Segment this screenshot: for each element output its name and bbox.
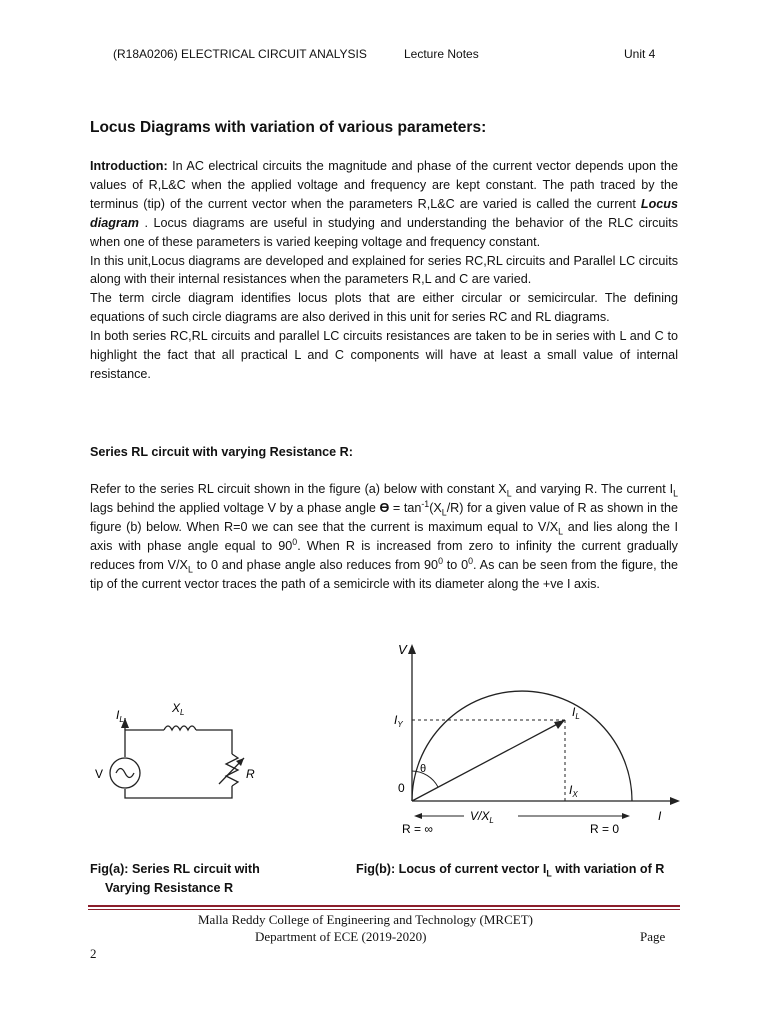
intro-paragraph-3: The term circle diagram identifies locus plots that are either circular or semicircular. The defining equations of such circle diagrams are also derived in this unit for series RC and RL diagrams. [90, 291, 678, 325]
superscript: 0 [438, 555, 443, 566]
rl-text: (X [429, 500, 442, 515]
dim-arrowhead [414, 813, 422, 819]
rl-text: . When R is increased from zero to infinity the current gradually reduces from V/X [90, 538, 678, 572]
header-notes: Lecture Notes [404, 47, 479, 61]
i-axis-arrowhead [670, 797, 680, 805]
label-ix: $I_X$ [569, 783, 578, 799]
wire [196, 730, 232, 754]
label-iy: $I_Y$ [394, 713, 403, 729]
label-vxl: $V/X_L$ [470, 809, 494, 825]
wire [125, 786, 232, 798]
rl-text: = tan [389, 500, 422, 515]
label-theta: θ [420, 763, 427, 775]
rl-text: and lies along the I axis with phase angle equal to 90 [90, 519, 678, 553]
rl-text: to 0 [442, 557, 469, 572]
subscript: L [673, 488, 678, 499]
label-origin: 0 [398, 781, 405, 795]
current-vector [412, 720, 565, 801]
figure-b-locus [370, 636, 685, 846]
header-unit: Unit 4 [624, 47, 656, 61]
label-v: V [95, 767, 104, 781]
rl-text: . As can be seen from the figure, the tip of the current vector traces the path of a semicircle with its diameter along the +ve I axis. [90, 557, 678, 591]
footer-college: Malla Reddy College of Engineering and Technology (MRCET) [198, 912, 533, 927]
intro-text-2: . Locus diagrams are useful in studying and understanding the behavior of the RLC circuits when one of these parameters is varied keeping voltage and frequency constant. [90, 215, 678, 249]
figure-a-circuit [92, 690, 272, 840]
superscript: 0 [468, 555, 474, 566]
label-r-infinity: R = ∞ [402, 822, 433, 836]
label-v-axis: V [398, 642, 407, 657]
rl-text: /R) for a given value of R as shown in the figure (b) below. When R=0 we can see that the current is maximum equal to V/X [90, 500, 678, 534]
label-il: $I_L$ [116, 708, 124, 724]
section-heading-rl: Series RL circuit with varying Resistance R: [90, 445, 353, 459]
vector-arrowhead [554, 720, 565, 729]
rl-text: Refer to the series RL circuit shown in the figure (a) below with constant X [90, 482, 507, 496]
label-il: $I_L$ [572, 705, 580, 721]
wire [125, 730, 164, 757]
locus-diagram-term: Locus diagram [90, 196, 678, 230]
subscript: L [506, 488, 512, 499]
locus-semicircle [412, 691, 632, 801]
intro-paragraph-1 [90, 157, 678, 252]
page-title: Locus Diagrams with variation of various parameters: [90, 119, 487, 136]
rl-text: to 0 and phase angle also reduces from 90 [192, 557, 439, 572]
page-number: 2 [90, 946, 97, 961]
label-i-axis: I [658, 809, 662, 823]
caption-fig-a: Fig(a): Series RL circuit with [90, 862, 260, 876]
intro-section [90, 157, 678, 384]
intro-text-1: In AC electrical circuits the magnitude and phase of the current vector depends upon the values of R,L&C when the applied voltage and frequency are kept constant. The path traced by the terminus (tip) of the current vector when the parameters R,L&C are varied is called the current [90, 159, 678, 211]
footer-rule-thin [88, 909, 680, 910]
superscript: 0 [292, 536, 298, 547]
rl-text: lags behind the applied voltage V by a phase angle [90, 500, 380, 515]
subscript: L [441, 507, 447, 518]
label-xl: $X_L$ [172, 701, 185, 717]
theta-symbol: ϴ [379, 500, 390, 515]
dim-arrowhead [622, 813, 630, 819]
label-r-zero: R = 0 [590, 822, 620, 836]
v-axis-arrowhead [408, 644, 416, 654]
header-course: (R18A0206) ELECTRICAL CIRCUIT ANALYSIS [113, 47, 367, 61]
footer-rule [88, 905, 680, 907]
rl-paragraph [90, 480, 678, 593]
intro-paragraph-2: In this unit,Locus diagrams are developed and explained for series RC,RL circuits and Parallel LC circuits along with their internal resistances when the parameters R,L and C are varied. [90, 253, 678, 287]
sine-wave [116, 769, 134, 778]
superscript: -1 [421, 498, 430, 509]
footer-page-label: Page [640, 929, 666, 944]
inductor-coil [164, 726, 196, 730]
intro-paragraph-4: In both series RC,RL circuits and parallel LC circuits resistances are taken to be in series with L and C to highlight the fact that all practical L and C components will have at least a small value of internal resistance. [90, 329, 678, 381]
label-r: R [246, 767, 255, 781]
caption-fig-b: Fig(b): Locus of current vector $I_L$ with variation of R [356, 862, 665, 879]
intro-label: Introduction: [90, 159, 168, 173]
caption-fig-a-line2: Varying Resistance R [105, 881, 234, 895]
subscript: L [187, 564, 193, 575]
subscript: L [558, 526, 564, 537]
rl-text: and varying R. The current I [511, 482, 674, 496]
footer-department: Department of ECE (2019-2020) [255, 929, 427, 944]
